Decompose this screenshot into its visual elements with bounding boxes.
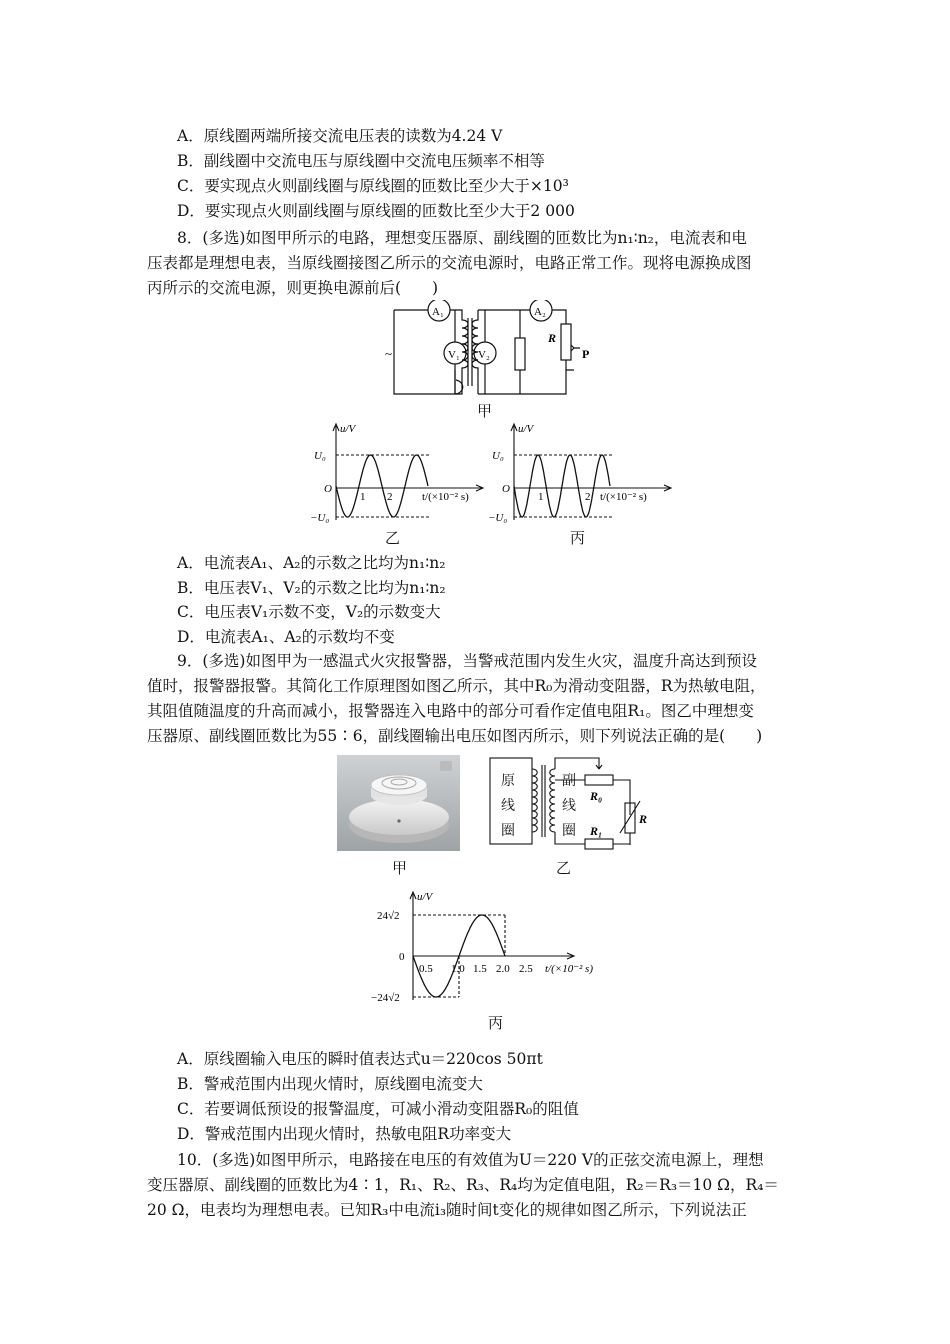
q7-option-c: C．要实现点火则副线圈与原线圈的匝数比至少大于×10³ <box>177 177 569 195</box>
tick-2-5: 2.5 <box>519 963 533 975</box>
label-v2: V₂ <box>478 349 490 361</box>
origin-label: O <box>324 483 332 495</box>
q9-option-d: D．警戒范围内出现火情时，热敏电阻R功率变大 <box>177 1125 512 1143</box>
q8-option-a: A．电流表A₁、A₂的示数之比均为n₁∶n₂ <box>177 554 446 572</box>
tick-1-5: 1.5 <box>473 963 487 975</box>
q7-option-b: B．副线圈中交流电压与原线圈中交流电压频率不相等 <box>177 152 545 170</box>
q8-stem-line-1: 8．(多选)如图甲所示的电路，理想变压器原、副线圈的匝数比为n₁∶n₂，电流表和电 <box>177 229 747 247</box>
q8-wave-bing <box>488 420 678 530</box>
q8-option-b: B．电压表V₁、V₂的示数之比均为n₁∶n₂ <box>177 579 446 597</box>
tick-2: 2 <box>387 491 393 503</box>
neg-u0-label: −U₀ <box>488 512 508 524</box>
zero-label: 0 <box>399 951 405 963</box>
q8-fig-bing-caption: 丙 <box>570 529 586 547</box>
q9-fig-bing-caption: 丙 <box>488 1014 504 1032</box>
label-a1: A₁ <box>432 306 444 318</box>
secondary-coil-label-1: 副 <box>562 774 576 789</box>
q9-stem-line-4: 压器原、副线圈匝数比为55∶6，副线圈输出电压如图丙所示，则下列说法正确的是( ) <box>147 727 763 745</box>
q9-stem-line-3: 其阻值随温度的升高而减小，报警器连入电路中的部分可看作定值电阻R₁。图乙中理想变 <box>147 702 754 720</box>
label-p: P <box>582 347 590 361</box>
q8-fig-yi-caption: 乙 <box>385 529 401 547</box>
q9-wave-bing <box>365 888 625 1008</box>
q9-transformer-diagram <box>487 755 657 850</box>
u-axis-label: u/V <box>417 891 433 903</box>
q8-option-d: D．电流表A₁、A₂的示数均不变 <box>177 628 395 646</box>
u0-label: U₀ <box>492 450 504 462</box>
u0-label: U₀ <box>314 450 326 462</box>
t-axis-label: t/(×10⁻² s) <box>600 491 647 503</box>
q8-stem-line-2: 压表都是理想电表，当原线圈接图乙所示的交流电源时，电路正常工作。现将电源换成图 <box>147 254 752 272</box>
q8-stem-line-3: 丙所示的交流电源，则更换电源前后( ) <box>147 279 439 297</box>
ac-source-symbol: ~ <box>385 346 393 361</box>
tick-1-0: 1.0 <box>451 963 465 975</box>
q9-option-c: C．若要调低预设的报警温度，可减小滑动变阻器R₀的阻值 <box>177 1100 579 1118</box>
tick-1: 1 <box>538 491 544 503</box>
tick-1: 1 <box>360 491 366 503</box>
neg-peak-label: −24√2 <box>371 992 400 1004</box>
label-r: R <box>548 331 557 345</box>
primary-coil-label-1: 原 <box>501 774 515 789</box>
q9-stem-line-2: 值时，报警器报警。其简化工作原理图如图乙所示，其中R₀为滑动变阻器，R为热敏电阻， <box>147 677 766 695</box>
q7-option-a: A．原线圈两端所接交流电压表的读数为4.24 V <box>177 127 503 145</box>
t-axis-label: t/(×10⁻² s) <box>545 963 593 975</box>
q10-stem-line-2: 变压器原、副线圈的匝数比为4∶1，R₁、R₂、R₃、R₄均为定值电阻，R₂＝R₃＝10 Ω，R₄＝ <box>147 1176 779 1194</box>
secondary-coil-label-3: 圈 <box>562 824 576 839</box>
q9-fig-yi-caption: 乙 <box>556 859 572 877</box>
q9-option-a: A．原线圈输入电压的瞬时值表达式u＝220cos 50πt <box>177 1050 543 1068</box>
q8-fig-jia-caption: 甲 <box>477 402 493 420</box>
u-axis-label: u/V <box>518 423 534 435</box>
q9-stem-line-1: 9．(多选)如图甲为一感温式火灾报警器，当警戒范围内发生火灾，温度升高达到预设 <box>177 652 757 670</box>
secondary-coil-label-2: 线 <box>562 799 576 814</box>
q8-wave-yi <box>310 420 490 530</box>
q10-stem-line-3: 20 Ω，电表均为理想电表。已知R₃中电流i₃随时间t变化的规律如图乙所示，下列说法正 <box>147 1201 747 1219</box>
t-axis-label: t/(×10⁻² s) <box>422 491 469 503</box>
r1-label: R₁ <box>590 824 603 838</box>
q10-stem-line-1: 10．(多选)如图甲所示，电路接在电压的有效值为U＝220 V的正弦交流电源上，理想 <box>177 1151 764 1169</box>
q8-circuit-diagram <box>380 300 620 400</box>
r0-label: R₀ <box>590 789 603 803</box>
q7-option-d: D．要实现点火则副线圈与原线圈的匝数比至少大于2 000 <box>177 202 575 220</box>
u-axis-label: u/V <box>340 423 356 435</box>
neg-u0-label: −U₀ <box>310 512 330 524</box>
tick-0-5: 0.5 <box>419 963 433 975</box>
peak-label: 24√2 <box>377 910 400 922</box>
q9-fig-jia-caption: 甲 <box>392 859 408 877</box>
fire-alarm-photo <box>337 755 460 851</box>
q9-option-b: B．警戒范围内出现火情时，原线圈电流变大 <box>177 1075 483 1093</box>
tick-2-0: 2.0 <box>496 963 510 975</box>
tick-2: 2 <box>585 491 591 503</box>
label-v1: V₁ <box>448 349 460 361</box>
origin-label: O <box>502 483 510 495</box>
q8-option-c: C．电压表V₁示数不变，V₂的示数变大 <box>177 603 441 621</box>
primary-coil-label-2: 线 <box>501 799 515 814</box>
label-a2: A₂ <box>534 306 546 318</box>
r-label: R <box>639 812 648 826</box>
primary-coil-label-3: 圈 <box>501 824 515 839</box>
